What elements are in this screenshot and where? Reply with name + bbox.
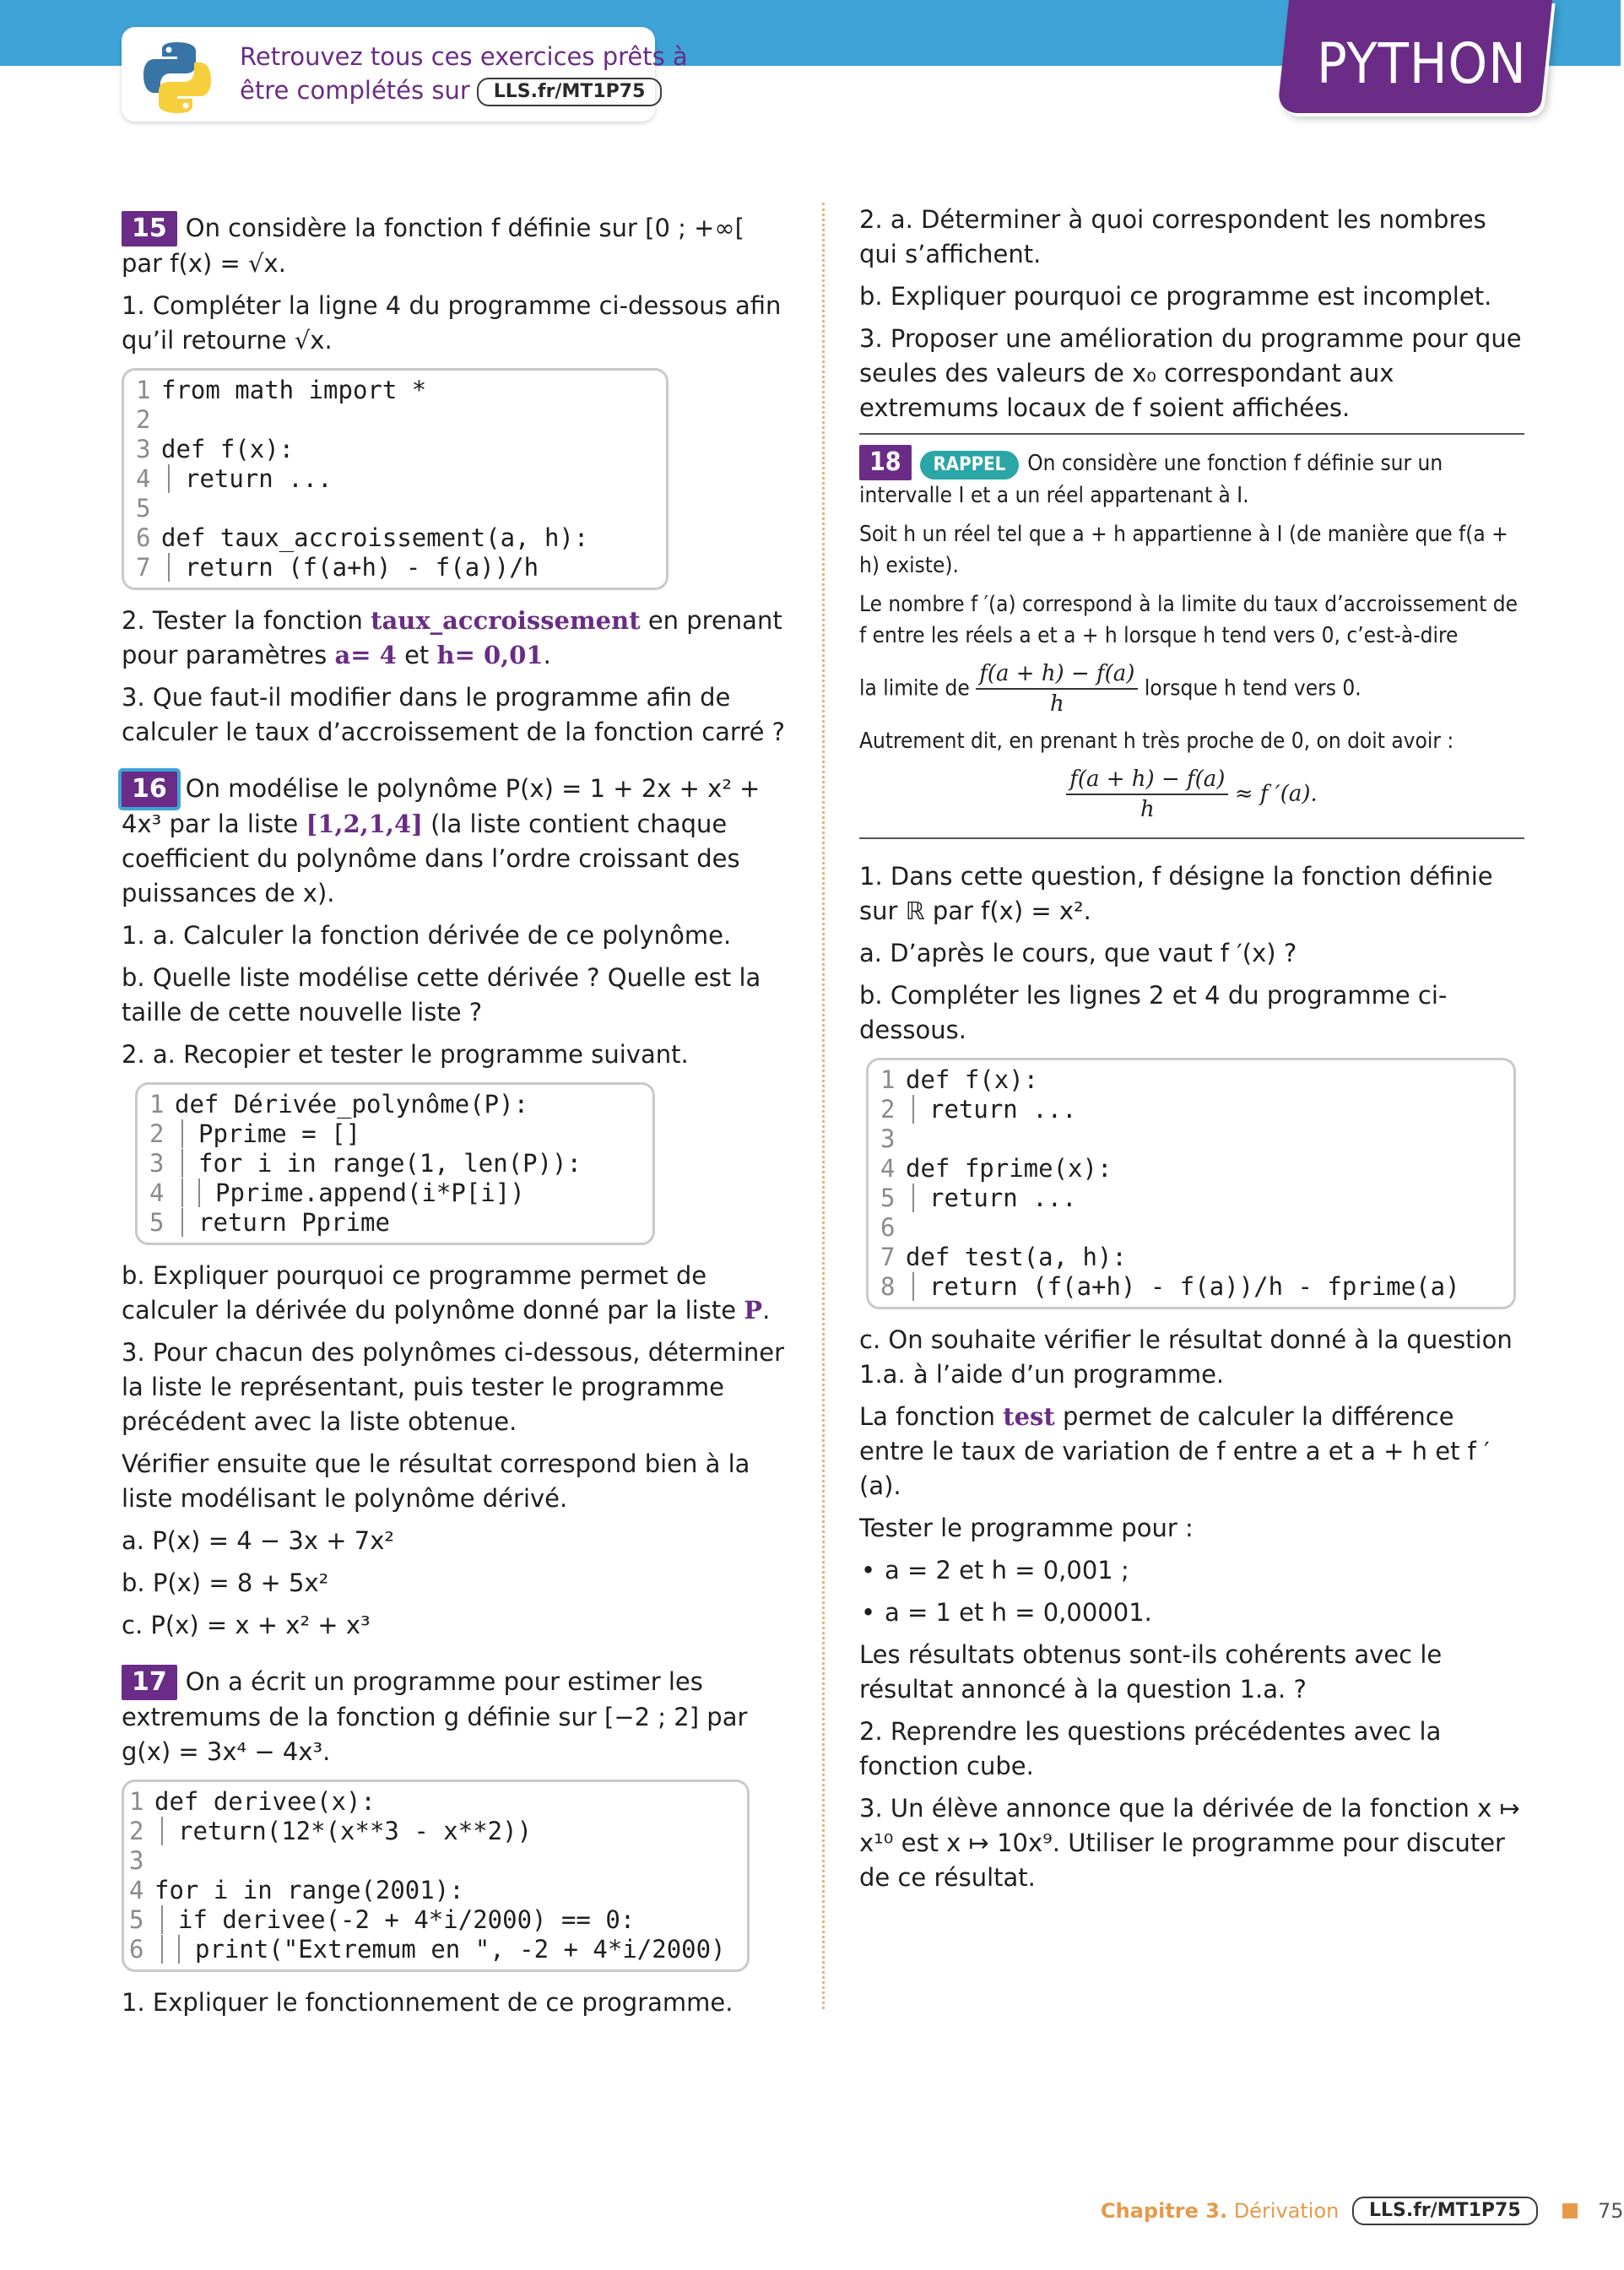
- page-footer: [1101, 2197, 1624, 2225]
- code-block: [135, 1082, 655, 1245]
- code-line: 2 Pprime = []: [149, 1119, 361, 1148]
- right-column: [859, 203, 1524, 1903]
- fraction: $\frac{f(a + h) - f(a)}{h}$: [976, 659, 1138, 718]
- code-line: 8 return (f(a+h) - f(a))/h - fprime(a): [880, 1272, 1460, 1301]
- code-line: 5: [136, 494, 151, 523]
- online-exercises-banner: [122, 27, 688, 122]
- polynomial-a: a. P(x) = 4 − 3x + 7x²: [122, 1526, 394, 1555]
- rappel-line-4: la limite de $\frac{f(a + h) - f(a)}{h}$ lorsque h tend vers 0.: [859, 661, 1361, 717]
- question-3: 3. Un élève annonce que la dérivée de la fonction x ↦ x¹⁰ est x ↦ 10x⁹. Utiliser le programme pour discuter de ce résultat.: [859, 1794, 1520, 1892]
- question-2: 2. Tester la fonction taux_accroissement en prenant pour paramètres a= 4 et h= 0,01.: [122, 606, 782, 669]
- exercise-18: [859, 433, 1524, 1895]
- footer-square-icon: [1562, 2203, 1578, 2219]
- exercise-number: 17: [122, 1665, 177, 1700]
- code-line: 4 def fprime(x):: [880, 1154, 1112, 1183]
- code-line: 2: [136, 405, 151, 434]
- footer-chapter: Chapitre 3.: [1101, 2199, 1228, 2223]
- code-line: 7 def test(a, h):: [880, 1243, 1127, 1271]
- code-line: 1 def Dérivée_polynôme(P):: [149, 1090, 529, 1119]
- left-column: [122, 211, 788, 2028]
- code-line: 5 return ...: [880, 1184, 1077, 1212]
- rappel-line-3: Le nombre f ′(a) correspond à la limite du taux d’accroissement de f entre les réels a et a + h lorsque h tend vers 0, c’est-à-dire: [859, 592, 1518, 648]
- rappel-box: 18 RAPPEL On considère une fonction f définie sur un intervalle I et a un réel appartenant à I. Soit h un réel tel que a + h appartienne à I (de manière que f(a + h) existe). Le nombre f ′(a) correspond à la limite du taux d’accroissement de f entre les réels a et a + h lorsque h tend vers 0, c’est-à-dire la limite de $\frac{f(a + h) - f(a)}{h}$ lorsque h tend vers 0. Autrement dit, en prenant h très proche de 0, on doit avoir : $\frac{f(a + h) - f(a)}{h}$ ≈ f ′(a).: [859, 433, 1524, 839]
- rappel-line-2: Soit h un réel tel que a + h appartienne à I (de manière que f(a + h) existe).: [859, 522, 1508, 578]
- code-line: 2 return ...: [880, 1095, 1077, 1124]
- code-line: 3: [129, 1846, 144, 1875]
- test-description: La fonction test permet de calculer la différence entre le taux de variation de f entre a et a + h et f ′(a).: [859, 1402, 1490, 1500]
- rappel-badge: RAPPEL: [920, 451, 1020, 479]
- code-line: 4 Pprime.append(i*P[i]): [149, 1178, 525, 1207]
- banner-url-link[interactable]: LLS.fr/MT1P75: [477, 78, 663, 106]
- question-2b: b. Expliquer pourquoi ce programme permet de calculer la dérivée du polynôme donné par la liste P.: [122, 1261, 771, 1325]
- rappel-formula: $\frac{f(a + h) - f(a)}{h}$ ≈ f ′(a).: [859, 765, 1524, 824]
- rappel-line-5: Autrement dit, en prenant h très proche de 0, on doit avoir :: [859, 729, 1454, 754]
- code-line: 3 for i in range(1, len(P)):: [149, 1149, 582, 1178]
- code-line: 6 print("Extremum en ", -2 + 4*i/2000): [129, 1935, 726, 1964]
- code-line: 4 for i in range(2001):: [129, 1876, 464, 1904]
- code-line: 3: [880, 1124, 896, 1153]
- code-line: 3 def f(x):: [136, 435, 295, 463]
- code-line: 2 return(12*(x**3 - x**2)): [129, 1817, 533, 1845]
- question-3: 3. Pour chacun des polynômes ci-dessous, déterminer la liste le représentant, puis tester le programme précédent avec la liste obtenue.: [122, 1338, 785, 1436]
- exercise-16: 16 On modélise le polynôme P(x) = 1 + 2x + x² + 4x³ par la liste [1,2,1,4] (la liste contient chaque coefficient du polynôme dans l’ordre croissant des puissances de x). 1. a. Calculer la fonction dérivée de ce polynôme. b. Quelle liste modélise cette dérivée ? Quelle est la taille de cette nouvelle liste ? 2. a. Recopier et tester le programme suivant. 1 def Dérivée_polynôme(P): 2 Pprime = [] 3 for i in range(1, len(P)): 4 Pprime.append(i*P[i]) 5 return Pprime b. Expliquer pourquoi ce programme permet de calculer la dérivée du polynôme donné par la liste P. 3. Pour chacun des polynômes ci-dessous, déterminer la liste le représentant, puis tester le programme précédent avec la liste obtenue. Vérifier ensuite que le résultat correspond bien à la liste modélisant le polynôme dérivé. a. P(x) = 4 − 3x + 7x² b. P(x) = 8 + 5x² c. P(x) = x + x² + x³: [122, 772, 788, 1643]
- code-block: [122, 368, 669, 590]
- code-line: 6 def taux_accroissement(a, h):: [136, 523, 589, 552]
- banner-text-line2: être complétés sur LLS.fr/MT1P75: [240, 74, 662, 106]
- question-1: 1. Dans cette question, f désigne la fonction définie sur ℝ par f(x) = x².: [859, 862, 1493, 925]
- question-1b: b. Compléter les lignes 2 et 4 du programme ci-dessous.: [859, 981, 1448, 1044]
- column-divider: [822, 203, 825, 2009]
- code-block: [866, 1058, 1516, 1309]
- code-block: [122, 1780, 750, 1972]
- exercise-number: 18: [859, 445, 912, 480]
- question-1a: 1. a. Calculer la fonction dérivée de ce polynôme.: [122, 921, 732, 950]
- exercise-number: 16: [122, 772, 177, 807]
- code-line: 1 from math import *: [136, 376, 427, 404]
- question-1: 1. Expliquer le fonctionnement de ce programme.: [122, 1988, 734, 2017]
- polynomial-c: c. P(x) = x + x² + x³: [122, 1611, 371, 1639]
- exercise-intro: On considère la fonction f définie sur [0 ; +∞[ par f(x) = √x.: [122, 214, 744, 278]
- exercise-17: 17 On a écrit un programme pour estimer les extremums de la fonction g définie sur [−2 ; 2] par g(x) = 3x⁴ − 4x³. 1 def derivee(x): 2 return(12*(x**3 - x**2)) 3 4 for i in range(2001): 5 if derivee(-2 + 4*i/2000) == 0: 6 print("Extremum en ", -2 + 4*i/2000) 1. Expliquer le fonctionnement de ce programme.: [122, 1665, 788, 2020]
- question-2: 2. Reprendre les questions précédentes avec la fonction cube.: [859, 1717, 1442, 1780]
- exercise-15: [122, 211, 788, 750]
- python-logo-icon: [137, 37, 218, 118]
- ex17-question-2b: b. Expliquer pourquoi ce programme est incomplet.: [859, 282, 1492, 311]
- ex17-question-3: 3. Proposer une amélioration du programme pour que seules des valeurs de x₀ correspondant aux extremums locaux de f soient affichées.: [859, 324, 1522, 422]
- code-line: 7 return (f(a+h) - f(a))/h: [136, 553, 539, 582]
- question-1b: b. Quelle liste modélise cette dérivée ? Quelle est la taille de cette nouvelle liste ?: [122, 963, 761, 1027]
- code-line: 6: [880, 1213, 896, 1242]
- bullet-item: • a = 2 et h = 0,001 ;: [859, 1553, 1524, 1588]
- bullet-item: • a = 1 et h = 0,00001.: [859, 1596, 1524, 1630]
- footer-chapter-title: Dérivation: [1233, 2199, 1340, 2223]
- footer-url-link[interactable]: LLS.fr/MT1P75: [1352, 2197, 1538, 2225]
- banner-text-line1: Retrouvez tous ces exercices prêts à: [240, 42, 688, 71]
- python-tab-label: PYTHON: [1317, 31, 1527, 96]
- code-line: 1 def f(x):: [880, 1065, 1039, 1094]
- page-number: 75: [1597, 2199, 1624, 2223]
- tester-text: Tester le programme pour :: [859, 1514, 1194, 1542]
- verify-text: Vérifier ensuite que le résultat correspond bien à la liste modélisant le polynôme dérivé.: [122, 1449, 750, 1513]
- ex17-question-2a: 2. a. Déterminer à quoi correspondent les nombres qui s’affichent.: [859, 205, 1486, 268]
- question-1: 1. Compléter la ligne 4 du programme ci-dessous afin qu’il retourne √x.: [122, 291, 782, 355]
- polynomial-b: b. P(x) = 8 + 5x²: [122, 1568, 329, 1597]
- question-3: 3. Que faut-il modifier dans le programme afin de calculer le taux d’accroissement de la fonction carré ?: [122, 683, 786, 746]
- code-line: 1 def derivee(x):: [129, 1787, 376, 1816]
- exercise-number: 15: [122, 211, 177, 247]
- question-2a: 2. a. Recopier et tester le programme suivant.: [122, 1040, 689, 1069]
- question-1a: a. D’après le cours, que vaut f ′(x) ?: [859, 939, 1297, 967]
- coherence-question: Les résultats obtenus sont-ils cohérents avec le résultat annoncé à la question 1.a. ?: [859, 1640, 1443, 1704]
- code-line: 5 return Pprime: [149, 1208, 390, 1237]
- question-1c: c. On souhaite vérifier le résultat donné à la question 1.a. à l’aide d’un programme.: [859, 1325, 1513, 1389]
- code-line: 4 return ...: [136, 464, 333, 493]
- code-line: 5 if derivee(-2 + 4*i/2000) == 0:: [129, 1905, 636, 1934]
